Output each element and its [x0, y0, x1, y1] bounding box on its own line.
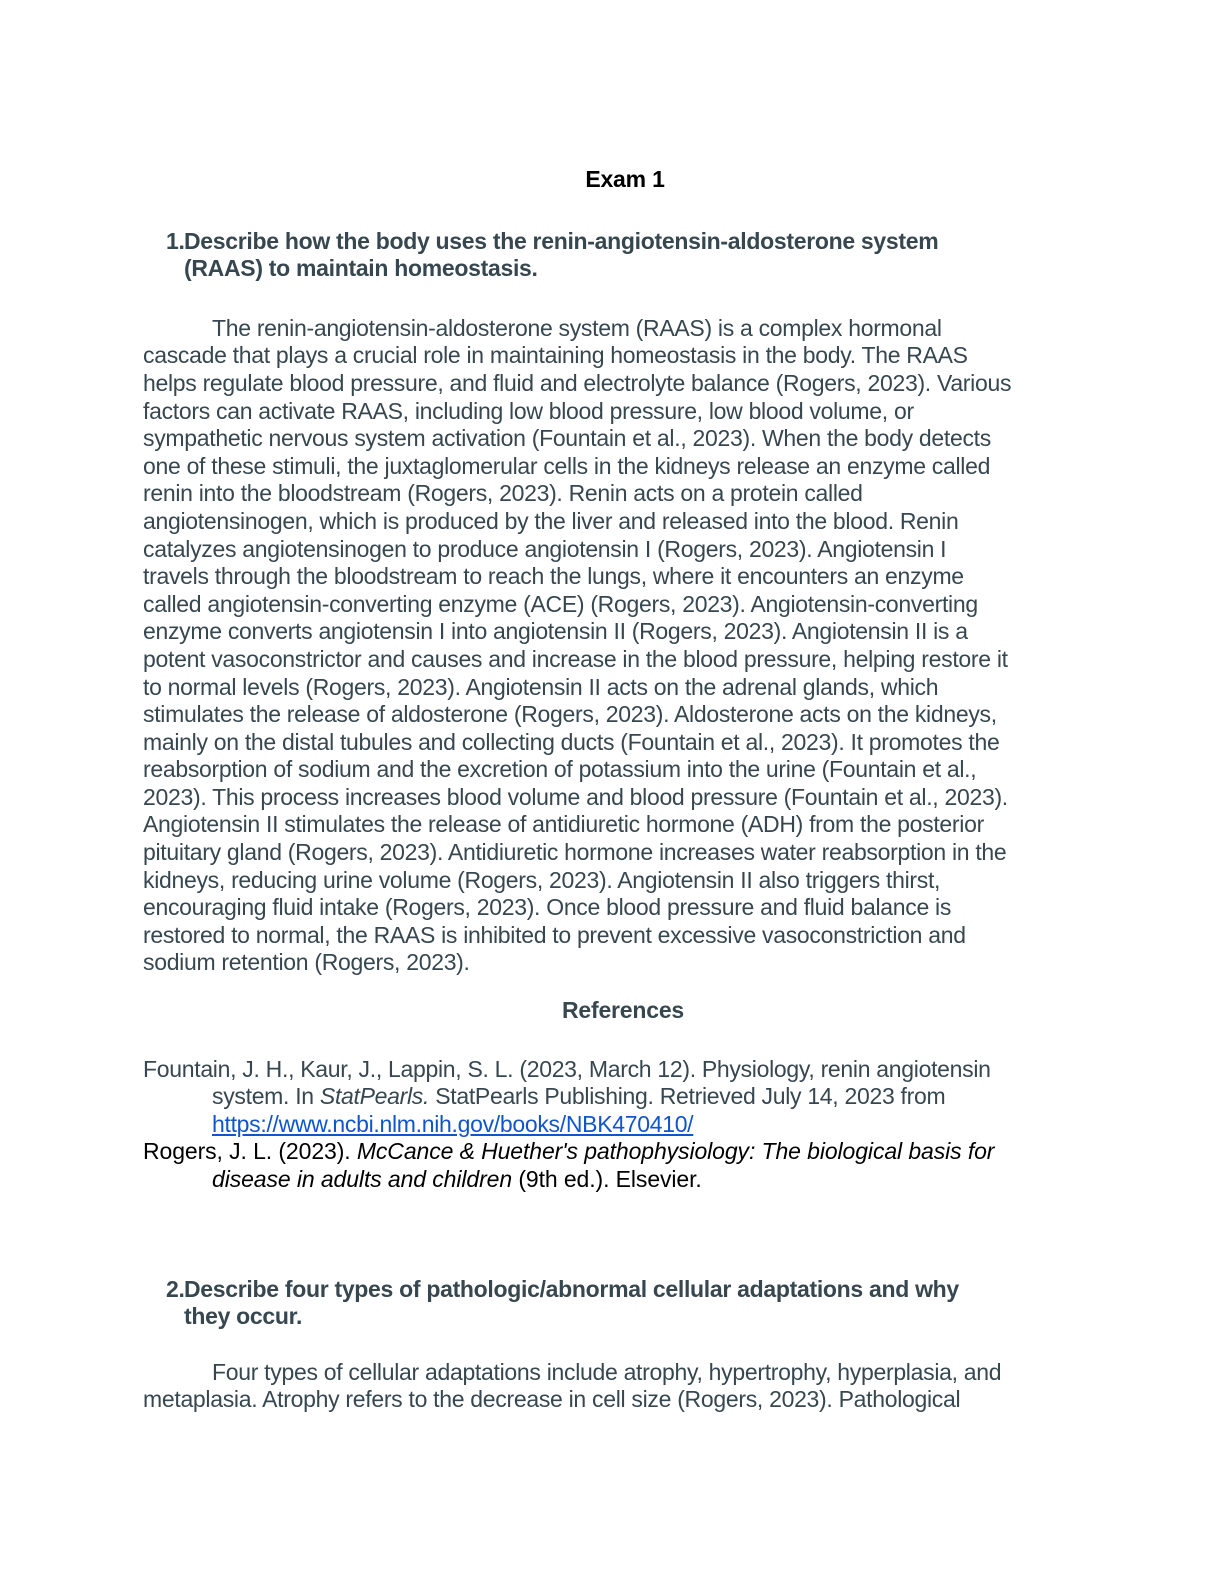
text-line: The renin-angiotensin-aldosterone system (RAAS) is a complex hormonal [212, 314, 942, 341]
text-line: mainly on the distal tubules and collecting ducts (Fountain et al., 2023). It promotes the [143, 728, 1000, 755]
text-line: Angiotensin II stimulates the release of antidiuretic hormone (ADH) from the posterior [143, 811, 984, 838]
text-line: pituitary gland (Rogers, 2023). Antidiuretic hormone increases water reabsorption in the [143, 839, 1007, 866]
italic-text: disease in adults and children [212, 1166, 513, 1192]
text-line: system. In StatPearls. StatPearls Publishing. Retrieved July 14, 2023 from [212, 1083, 946, 1110]
text-line: reabsorption of sodium and the excretion of potassium into the urine (Fountain et al., [143, 756, 977, 783]
text-line: called angiotensin-converting enzyme (ACE) (Rogers, 2023). Angiotensin-converting [143, 590, 978, 617]
text-line: Describe four types of pathologic/abnormal cellular adaptations and why [184, 1275, 959, 1302]
reference-rogers [143, 1138, 1083, 1193]
document-content [143, 166, 1083, 1414]
question-2 [143, 1276, 1083, 1331]
text-line: (RAAS) to maintain homeostasis. [184, 255, 538, 282]
text-line: disease in adults and children (9th ed.). Elsevier. [212, 1166, 702, 1192]
question-1-prompt [184, 228, 1083, 283]
reference-url-link[interactable]: https://www.ncbi.nlm.nih.gov/books/NBK470410/ [212, 1110, 694, 1137]
text-line: they occur. [184, 1303, 303, 1330]
answer-2-paragraph [143, 1359, 1083, 1414]
text-line: Four types of cellular adaptations include atrophy, hypertrophy, hyperplasia, and [212, 1358, 1002, 1385]
text-line: catalyzes angiotensinogen to produce angiotensin I (Rogers, 2023). Angiotensin I [143, 535, 947, 562]
text-line: angiotensinogen, which is produced by the liver and released into the blood. Renin [143, 507, 959, 534]
text-line: Fountain, J. H., Kaur, J., Lappin, S. L. (2023, March 12). Physiology, renin angiotensin [143, 1055, 991, 1082]
question-1 [143, 228, 1083, 283]
text-line: encouraging fluid intake (Rogers, 2023). Once blood pressure and fluid balance is [143, 894, 952, 921]
question-1-number: 1. [166, 227, 185, 254]
text-line: metaplasia. Atrophy refers to the decrease in cell size (Rogers, 2023). Pathological [143, 1386, 961, 1413]
text-line: potent vasoconstrictor and causes and increase in the blood pressure, helping restore it [143, 645, 1008, 672]
italic-text: StatPearls. [319, 1083, 430, 1110]
text-line: to normal levels (Rogers, 2023). Angiotensin II acts on the adrenal glands, which [143, 673, 939, 700]
text-line [143, 1111, 1083, 1139]
question-2-number: 2. [166, 1275, 185, 1302]
text-line: one of these stimuli, the juxtaglomerular cells in the kidneys release an enzyme called [143, 452, 991, 479]
text-line: factors can activate RAAS, including low blood pressure, low blood volume, or [143, 397, 914, 424]
text-line: travels through the bloodstream to reach the lungs, where it encounters an enzyme [143, 563, 964, 590]
text-line: sympathetic nervous system activation (Fountain et al., 2023). When the body detects [143, 425, 991, 452]
text-line: Rogers, J. L. (2023). McCance & Huether's pathophysiology: The biological basis for [143, 1138, 995, 1165]
text-line: cascade that plays a crucial role in maintaining homeostasis in the body. The RAAS [143, 342, 968, 369]
references-heading: References [561, 997, 685, 1024]
text-line: helps regulate blood pressure, and fluid and electrolyte balance (Rogers, 2023). Various [143, 369, 1012, 396]
question-2-prompt [184, 1276, 1083, 1331]
text-line: 2023). This process increases blood volume and blood pressure (Fountain et al., 2023). [143, 783, 1008, 810]
text-line: sodium retention (Rogers, 2023). [143, 949, 470, 976]
text-line: stimulates the release of aldosterone (Rogers, 2023). Aldosterone acts on the kidneys, [143, 701, 997, 728]
answer-1-paragraph [143, 315, 1083, 977]
reference-fountain [143, 1056, 1083, 1139]
text-line: kidneys, reducing urine volume (Rogers, 2023). Angiotensin II also triggers thirst, [143, 866, 941, 893]
text-line: enzyme converts angiotensin I into angiotensin II (Rogers, 2023). Angiotensin II is a [143, 618, 968, 645]
italic-text: McCance & Huether's pathophysiology: The biological basis for [356, 1138, 995, 1165]
text-line: restored to normal, the RAAS is inhibited to prevent excessive vasoconstriction and [143, 921, 966, 948]
text-line: Describe how the body uses the renin-angiotensin-aldosterone system [184, 227, 939, 254]
text-line: renin into the bloodstream (Rogers, 2023). Renin acts on a protein called [143, 480, 863, 507]
page-title: Exam 1 [585, 166, 665, 192]
